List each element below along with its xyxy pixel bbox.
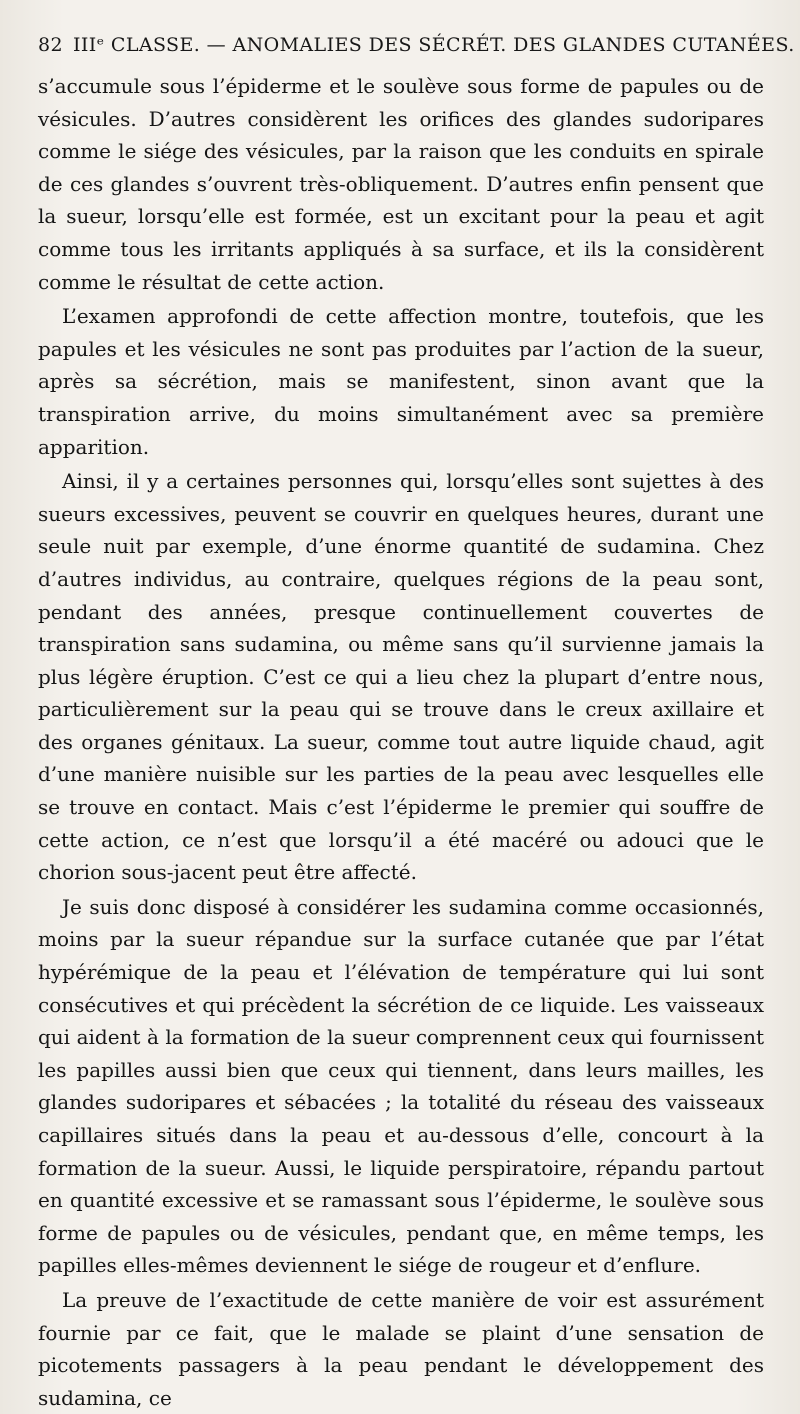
page-number: 82 xyxy=(38,34,63,56)
page-header xyxy=(38,34,795,56)
paragraph-continued: s’accumule sous l’épiderme et le soulève sous forme de papules ou de vésicules. D’autres considèrent les orifices des glandes sudoripares comme le siége des vésicules, par la raison que les conduits en spirale de ces glandes s’ouvrent très-obliquement. D’autres enfin pensent que la sueur, lorsqu’elle est formée, est un excitant pour la peau et agit comme tous les irritants appliqués à sa surface, et ils la considèrent comme le résultat de cette action. xyxy=(38,74,764,294)
body-text xyxy=(38,70,764,1414)
paragraph: La preuve de l’exactitude de cette manière de voir est assurément fournie par ce fait, que le malade se plaint d’une sensation de picotements passagers à la peau pendant le développement des sudamina, ce xyxy=(38,1287,764,1410)
paragraph: Je suis donc disposé à considérer les sudamina comme occasionnés, moins par la sueur répandue sur la surface cutanée que par l’état hypérémique de la peau et l’élévation de température qui lui sont consécutives et qui précèdent la sécrétion de ce liquide. Les vaisseaux qui aident à la formation de la sueur comprennent ceux qui fournissent les papilles aussi bien que ceux qui tiennent, dans leurs mailles, les glandes sudoripares et sébacées ; la totalité du réseau des vaisseaux capillaires situés dans la peau et au-dessous d’elle, concourt à la formation de la sueur. Aussi, le liquide perspiratoire, répandu partout en quantité excessive et se ramassant sous l’épiderme, le soulève sous forme de papules ou de vésicules, pendant que, en même temps, les papilles elles-mêmes deviennent le siége de rougeur et d’enflure. xyxy=(38,894,764,1278)
paragraph: Ainsi, il y a certaines personnes qui, lorsqu’elles sont sujettes à des sueurs excessives, peuvent se couvrir en quelques heures, durant une seule nuit par exemple, d’une énorme quantité de sudamina. Chez d’autres individus, au contraire, quelques régions de la peau sont, pendant des années, presque continuellement couvertes de transpiration sans sudamina, ou même sans qu’il survienne jamais la plus légère éruption. C’est ce qui a lieu chez la plupart d’entre nous, particulièrement sur la peau qui se trouve dans le creux axillaire et des organes génitaux. La sueur, comme tout autre liquide chaud, agit d’une manière nuisible sur les parties de la peau avec lesquelles elle se trouve en contact. Mais c’est l’épiderme le premier qui souffre de cette action, ce n’est que lorsqu’il a été macéré ou adouci que le chorion sous-jacent peut être affecté. xyxy=(38,469,764,885)
running-head: IIIᵉ CLASSE. — ANOMALIES DES SÉCRÉT. DES GLANDES CUTANÉES. xyxy=(72,34,795,56)
paragraph: L’examen approfondi de cette affection montre, toutefois, que les papules et les vésicules ne sont pas produites par l’action de la sueur, après sa sécrétion, mais se manifestent, sinon avant que la transpiration arrive, du moins simultanément avec sa première apparition. xyxy=(38,304,764,459)
